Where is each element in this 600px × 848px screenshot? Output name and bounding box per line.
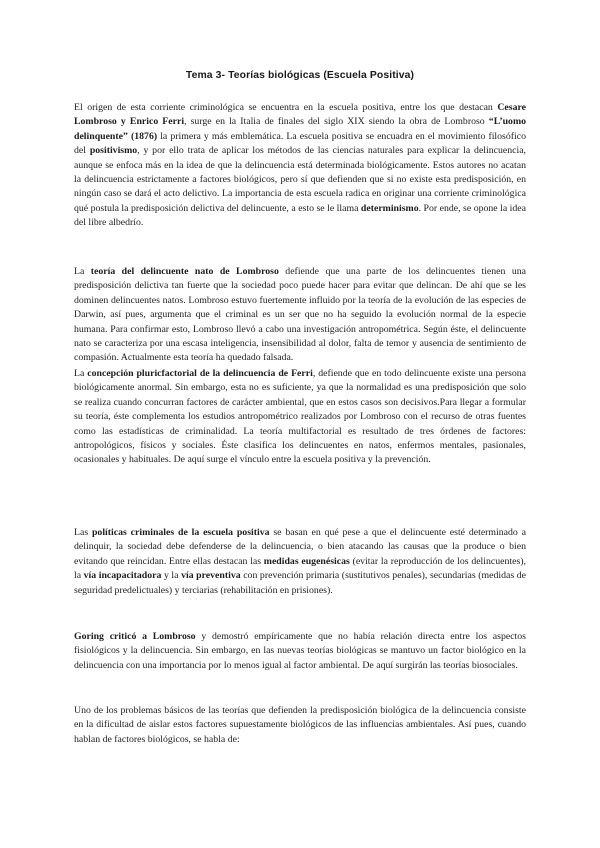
paragraph-policies [74,526,526,598]
text-run: se basan en qué pese a que el delincuente esté determinado a delinquir, la sociedad debe defenderse de la delincuencia, o bien atacando las causas que la produce o bien evitando que reincidan. Entre ellas destacan las [74,527,526,567]
text-run: Uno de los problemas básicos de las teorías que defienden la predisposición biológica de la delincuencia consiste en la dificultad de aislar estos factores supuestamente biológicos de las influencias ambientales. Así pues, cuando hablan de factores biológicos, se habla de: [74,705,526,745]
bold-term: positivismo [89,145,138,157]
text-run: y la [161,570,182,582]
paragraph-lombroso [74,265,526,366]
text-run: y demostró empíricamente que no había relación directa entre los aspectos fisiológicos y la delincuencia. Sin embargo, en las nuevas teorías biológicas se mantuvo un factor biológico en la delincuencia con una importancia por lo menos igual al factor ambiental. De aquí surgirán las teorías biosociales. [74,631,526,671]
bold-term: concepción pluricfactorial de la delincuencia de Ferri [87,368,313,379]
bold-term: Goring criticó a Lombroso [74,631,196,642]
bold-term: Cesare Lombroso y Enrico Ferri [74,102,526,128]
paragraph-goring [74,630,526,673]
text-run: con prevención primaria (sustitutivos penales), secundarias (medidas de seguridad predelictuales) y terciarias (rehabilitación en prisiones). [74,570,526,596]
text-run: , defiende que en todo delincuente existe una persona biológicamente anormal. Sin embargo, esta no es suficiente, ya que la normalidad es una predisposición que solo se realiza cuando concurran factores de carácter ambiental, que en estos casos son decisivos.Para llegar a formular su teoría, éste complementa los estudios antropométrico realizados por Lombroso con el recurso de otras fuentes como las estadísticas de criminalidad. La teoría multifactorial es resultado de tres órdenes de factores: antropológicos, físicos y sociales. Éste clasifica los delincuentes en natos, enfermos mentales, pasionales, ocasionales y habituales. De aquí surge el vínculo entre la escuela positiva y la prevención. [74,368,526,466]
document-title: Tema 3- Teorías biológicas (Escuela Positiva) [185,70,415,81]
text-run: (evitar la reproducción de los delincuentes), la [74,555,526,582]
text-run: la primera y más emblemática. La escuela positiva se encuadra en el movimiento filosófico del [74,130,526,157]
paragraph-origin [74,101,526,231]
bold-term: “L’uomo delinquente” (1876) [74,116,526,142]
text-run: El origen de esta corriente criminológica se encuentra en la escuela positiva, entre los que destacan [74,102,498,113]
text-run: La [74,368,88,379]
bold-term: medidas eugenésicas [263,555,350,567]
bold-term: determinismo [360,202,419,214]
paragraph-ferri [74,367,526,468]
text-run: Las [74,527,92,538]
bold-term: vía incapacitadora [83,570,162,582]
text-run: , y por ello trata de aplicar los métodos de las ciencias naturales para explicar la delincuencia, aunque se enfoca más en la idea de que la delincuencia está determinada biológicamente. Estos autores no acatan la delincuencia estrictamente a factores biológicos, pero sí que defienden que si no existe esta predisposición, en ningún caso se dará el acto delictivo. La importancia de esta escuela radica en originar una corriente criminológica qué postula la predisposición delictiva del delincuente, a esto se le llama [74,145,526,214]
bold-term: vía preventiva [181,570,241,582]
paragraph-problems [74,704,526,747]
text-run: , surge en la Italia de finales del siglo XIX siendo la obra de Lombroso [184,116,489,128]
bold-term: teoría del delincuente nato de Lombroso [90,266,279,277]
text-run: La [74,266,91,277]
text-run: . Por ende, se opone la idea del libre albedrío. [74,202,526,229]
bold-term: políticas criminales de la escuela positiva [91,527,270,538]
text-run: defiende que una parte de los delincuentes tienen una predisposición delictiva tan fuerte que la sociedad poco puede hacer para evitar que delincan. De ahí que se les dominen delincuentes natos. Lombroso estuvo fuertemente influido por la teoría de la evolución de las especies de Darwin, así pues, argumenta que el criminal es un ser que no ha seguido la evolución normal de la especie humana. Para confirmar esto, Lombroso llevó a cabo una investigación antropométrica. Según éste, el delincuente nato se caracteriza por una escasa inteligencia, insensibilidad al dolor, falta de temor y ausencia de sentimiento de compasión. Actualmente esta teoría ha quedado falsada. [74,266,526,364]
